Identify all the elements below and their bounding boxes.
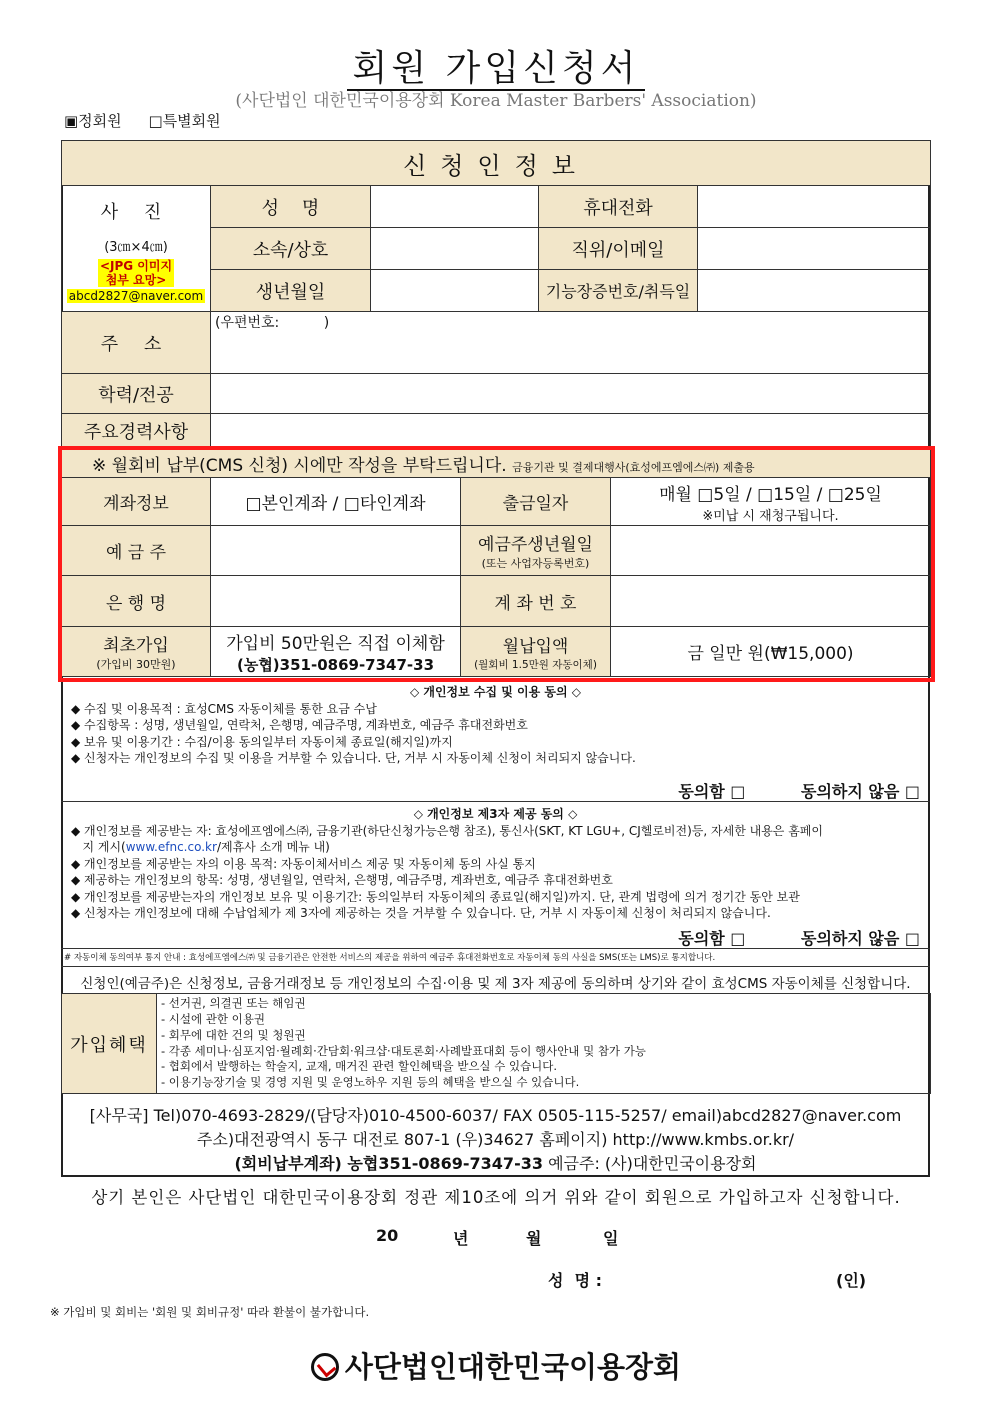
education-field[interactable] [211, 374, 931, 414]
page-title: 회원 가입신청서 [0, 40, 992, 91]
consent-collection-item: ◆ 보유 및 이용기간 : 수집/이용 동의일부터 자동이체 종료일(해지일)까지 [71, 734, 453, 749]
withdraw-date-label: 출금일자 [461, 478, 611, 526]
benefits-label: 가입혜택 [62, 994, 157, 1094]
account-info-label: 계좌정보 [62, 478, 211, 526]
benefit-item: - 선거권, 의결권 또는 해임권 [161, 996, 306, 1011]
education-label: 학력/전공 [62, 374, 211, 414]
contact-line-1: [사무국] Tel)070-4693-2829/(담당자)010-4500-6037/ FAX 0505-115-5257/ email)abcd2827@naver.com [89, 1106, 902, 1125]
photo-size: (3㎝×4㎝) [104, 240, 168, 255]
career-field[interactable] [211, 414, 931, 448]
consent-third-party-item: ◆ 개인정보를 제공받는자의 개인정보 보유 및 이용기간: 동의일부터 자동이체의 종료일(해지일)까지. 단, 관계 법령에 의거 정기간 동안 보관 [71, 889, 800, 904]
withdraw-note: ※미납 시 재청구됩니다. [702, 508, 839, 524]
consent-collection-item: ◆ 신청자는 개인정보의 수집 및 이용을 거부할 수 있습니다. 단, 거부 시 자동이체 신청이 처리되지 않습니다. [71, 751, 636, 765]
consent-collection-disagree[interactable]: 동의하지 않음 □ [801, 782, 920, 801]
photo-email: abcd2827@naver.com [68, 289, 204, 303]
birth-label: 생년월일 [211, 270, 371, 312]
consent-third-party-item: ◆ 개인정보를 제공받는 자의 이용 목적: 자동이체서비스 제공 및 자동이체 동의 사실 통지 [71, 856, 536, 871]
consent-third-party-agree[interactable]: 동의함 □ [678, 929, 746, 948]
postcode-label: (우편번호: ) [215, 315, 330, 331]
photo-note: <JPG 이미지 첨부 요망> [99, 259, 173, 287]
name-field[interactable] [371, 186, 539, 228]
member-regular-checkbox[interactable]: ▣정회원 [64, 112, 122, 130]
contact-line-2: 주소)대전광역시 동구 대전로 807-1 (우)34627 홈페이지) http://www.kmbs.or.kr/ [196, 1130, 795, 1149]
date-month-label: 월 [526, 1229, 542, 1248]
consent-third-party-item: ◆ 개인정보를 제공받는 자: 효성에프엠에스㈜, 금융기관(하단신청가능은행 참조), 통신사(SKT, KT LGU+, CJ헬로비전)등, 자세한 내용은 홈페이 [71, 823, 823, 838]
page-subtitle: (사단법인 대한민국이용장회 Korea Master Barbers' Association) [235, 91, 757, 111]
benefit-item: - 이용기능장기술 및 경영 지원 및 운영노하우 지원 등의 혜택을 받으실 수 있습니다. [161, 1075, 580, 1090]
monthly-label: 월납입액 (월회비 1.5만원 자동이체) [461, 627, 611, 677]
holder-birth-label: 예금주생년월일 (또는 사업자등록번호) [461, 526, 611, 576]
name-label: 성 명 [211, 186, 371, 228]
first-join-label: 최초가입 (가입비 30만원) [62, 627, 211, 677]
consent-collection-title: ◇ 개인정보 수집 및 이용 동의 ◇ [409, 685, 582, 699]
date-year-label: 년 [453, 1229, 469, 1248]
join-account-number: (농협)351-0869-7347-33 [236, 655, 435, 674]
declaration: 상기 본인은 사단법인 대한민국이용장회 정관 제10조에 의거 위와 같이 회원으로 가입하고자 신청합니다. [91, 1188, 901, 1207]
consent-third-party-disagree[interactable]: 동의하지 않음 □ [801, 929, 920, 948]
applicant-table [61, 140, 931, 448]
benefit-item: - 각종 세미나·심포지엄·월례회·간담회·워크샵·대토론회·사례발표대회 등이 행사안내 및 참가 가능 [161, 1043, 646, 1058]
sms-notice: # 자동이체 동의여부 통지 안내 : 효성에프엠에스㈜ 및 금융기관은 안전한 서비스의 제공을 위하여 예금주 휴대전화번호로 자동이체 동의 사실을 SMS(또는 LMS)로 통지합니다. [64, 953, 716, 963]
cms-highlight-frame [58, 446, 935, 682]
apply-statement: 신청인(예금주)은 신청정보, 금융거래정보 등 개인정보의 수집·이용 및 제 3자 제공에 동의하며 상기와 같이 효성CMS 자동이체를 신청합니다. [80, 976, 911, 992]
benefit-item: - 협회에서 발행하는 학술지, 교재, 매거진 관련 할인혜택을 받으실 수 있습니다. [161, 1059, 558, 1074]
consent-collection-section [61, 684, 930, 767]
company-field[interactable] [371, 228, 539, 270]
monthly-amount: 금 일만 원(₩15,000) [611, 627, 931, 677]
consent-collection-agree[interactable]: 동의함 □ [678, 782, 746, 801]
contact-line-3: (회비납부계좌) 농협351-0869-7347-33 예금주: (사)대한민국이용장회 [234, 1154, 757, 1173]
divider [61, 948, 930, 949]
position-field[interactable] [698, 228, 931, 270]
consent-third-party-agree-row [628, 926, 920, 949]
account-type-options[interactable]: □본인계좌 / □타인계좌 [211, 478, 461, 526]
career-label: 주요경력사항 [62, 414, 211, 448]
license-label: 기능장증번호/취득일 [539, 270, 698, 312]
phone-field[interactable] [698, 186, 931, 228]
address-label: 주 소 [62, 312, 211, 374]
license-field[interactable] [698, 270, 931, 312]
holder-label: 예 금 주 [62, 526, 211, 576]
benefit-item: - 회무에 대한 건의 및 청원권 [161, 1027, 306, 1042]
consent-collection-agree-row [628, 779, 920, 802]
consent-third-party-item: ◆ 제공하는 개인정보의 항목: 성명, 생년월일, 연락처, 은행명, 예금주명, 계좌번호, 예금주 휴대전화번호 [71, 873, 613, 887]
refund-footnote: ※ 가입비 및 회비는 '회원 및 회비규정' 따라 환불이 불가합니다. [50, 1305, 370, 1319]
member-special-checkbox[interactable]: □특별회원 [148, 112, 221, 130]
date-day-label: 일 [603, 1229, 619, 1248]
footer-organization: 사단법인대한민국이용장회 [0, 1345, 992, 1386]
member-type-options [64, 110, 243, 131]
efnc-link[interactable]: www.efnc.co.kr [125, 840, 217, 854]
consent-collection-item: ◆ 수집 및 이용목적 : 효성CMS 자동이체를 통한 요금 수납 [71, 701, 377, 716]
first-join-info: 가입비 50만원은 직접 이체함 (농협)351-0869-7347-33 [211, 627, 461, 677]
consent-third-party-title: ◇ 개인정보 제3자 제공 동의 ◇ [413, 807, 578, 821]
benefits-table [61, 993, 931, 1094]
cms-heading: ※ 월회비 납부(CMS 신청) 시에만 작성을 부탁드립니다. 금융기관 및 결제대행사(효성에프엠에스㈜) 제출용 [62, 449, 931, 478]
position-label: 직위/이메일 [539, 228, 698, 270]
account-no-label: 계 좌 번 호 [461, 576, 611, 627]
applicant-section-title: 신청인정보 [62, 141, 931, 186]
address-field[interactable] [211, 312, 931, 374]
withdraw-date-options[interactable]: 매월 □5일 / □15일 / □25일 ※미납 시 재청구됩니다. [611, 478, 931, 526]
phone-label: 휴대전화 [539, 186, 698, 228]
birth-field[interactable] [371, 270, 539, 312]
consent-third-party-item: ◆ 신청자는 개인정보에 대해 수납업체가 제 3자에 제공하는 것을 거부할 수 있습니다. 단, 거부 시 자동이체 신청이 처리되지 않습니다. [71, 906, 771, 920]
divider [61, 801, 930, 802]
divider [61, 966, 930, 967]
association-emblem-icon [311, 1353, 339, 1381]
benefit-item: - 시설에 관한 이용권 [161, 1011, 265, 1026]
signature-seal[interactable]: (인) [836, 1271, 867, 1290]
consent-third-party-item: 지 게시(www.efnc.co.kr/제휴사 소개 메뉴 내) [71, 840, 330, 854]
company-label: 소속/상호 [211, 228, 371, 270]
benefits-list [157, 994, 931, 1094]
consent-third-party-section [61, 806, 930, 922]
photo-cell[interactable] [62, 186, 211, 312]
signature-label: 성 명 : [548, 1271, 603, 1290]
consent-collection-item: ◆ 수집항목 : 성명, 생년월일, 연락처, 은행명, 예금주명, 계좌번호, 예금주 휴대전화번호 [71, 718, 528, 732]
bank-label: 은 행 명 [62, 576, 211, 627]
date-year[interactable]: 20 [376, 1226, 399, 1245]
photo-label: 사 진 [100, 202, 172, 223]
